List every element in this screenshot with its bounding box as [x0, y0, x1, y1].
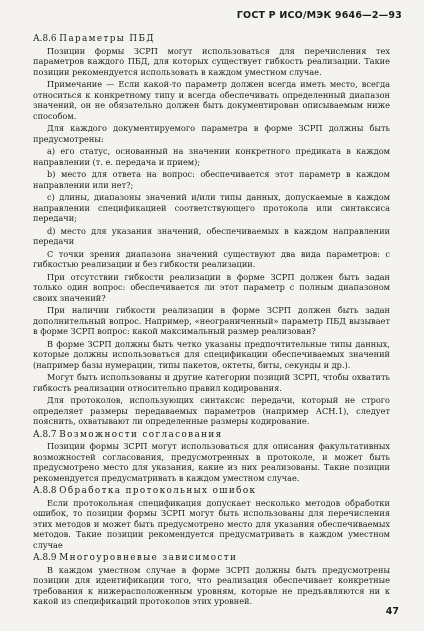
section-heading	[33, 486, 390, 497]
page-header: ГОСТ Р ИСО/МЭК 9646—2—93	[236, 10, 402, 21]
paragraph: Позиции формы ЗСРП могут использоваться для описания факультативных возможностей согласования, предусмотренных в протоколе, и может быть предусмотрено место для указания, какие из них реализованы. Такие позиции рекомендуется предусматривать в каждом уместном случае.	[33, 441, 390, 483]
paragraph: Для протоколов, использующих синтаксис передачи, который не строго определяет размеры передаваемых параметров (например АСН.1), следует пояснить, охватывают ли определенные размеры кодирование.	[33, 395, 390, 426]
paragraph: При наличии гибкости реализации в форме ЗСРП должен быть задан дополнительный вопрос. Например, «неограниченный» параметр ПБД вызывает в форме ЗСРП вопрос: какой максимальный размер реализован?	[33, 305, 390, 336]
paragraph: Позиции формы ЗСРП могут использоваться для перечисления тех параметров каждого ПБД, для которых существует гибкость реализации. Такие позиции рекомендуется использовать в каждом уместном случае.	[33, 45, 390, 77]
paragraph: С точки зрения диапазона значений существуют два вида параметров: с гибкостью реализации и без гибкости реализации.	[33, 248, 390, 269]
section-number: А.8.9	[33, 553, 57, 563]
note-paragraph: Примечание — Если какой-то параметр должен всегда иметь место, всегда относиться к конкретному типу и всегда обеспечивать определенный диапазон значений, он не обязательно должен быть документирован описываемым ниже способом.	[33, 79, 390, 121]
section-heading	[33, 34, 390, 45]
section-title: Многоуровневые зависимости	[59, 553, 238, 563]
list-item: d) место для указания значений, обеспечиваемых в каждом направлении передачи	[33, 225, 390, 246]
section-heading	[33, 553, 390, 564]
section-number: А.8.8	[33, 486, 57, 496]
section-heading	[33, 430, 390, 441]
list-item: b) место для ответа на вопрос: обеспечивается этот параметр в каждом направлении или нет?;	[33, 169, 390, 190]
section-number: А.8.6	[33, 34, 57, 44]
list-item: а) его статус, основанный на значении конкретного предиката в каждом направлении (т. е. передача и прием);	[33, 146, 390, 167]
paragraph: Могут быть использованы и другие категории позиций ЗСРП, чтобы охватить гибкость реализации относительно правил кодирования.	[33, 372, 390, 393]
paragraph: В каждом уместном случае в форме ЗСРП должны быть предусмотрены позиции для идентификации того, что реализация обеспечивает конкретные требования к нижерасположенным уровням, которые не предъявляются ни к какой из спецификаций протоколов этих уровней.	[33, 564, 390, 606]
paragraph: Для каждого документируемого параметра в форме ЗСРП должны быть предусмотрены:	[33, 123, 390, 144]
section-title: Возможности согласования	[59, 429, 223, 440]
section-number: А.8.7	[33, 429, 57, 440]
section-title: Параметры ПБД	[59, 34, 155, 44]
paragraph: При отсутствии гибкости реализации в форме ЗСРП должен быть задан только один вопрос: обеспечивается ли этот параметр с полным диапазоном своих значений?	[33, 271, 390, 303]
paragraph: В форме ЗСРП должны быть четко указаны предпочтительные типы данных, которые должны использоваться для спецификации обеспечиваемых значений (например базы нумерации, типы пакетов, октеты, биты, секунды и др.).	[33, 338, 390, 370]
page-number: 47	[385, 606, 399, 617]
list-item: с) длины, диапазоны значений и/или типы данных, допускаемые в каждом направлении спецификацией соответствующего протокола или синтаксиса передачи;	[33, 192, 390, 223]
section-title: Обработка протокольных ошибок	[59, 486, 257, 496]
paragraph: Если протокольная спецификация допускает несколько методов обработки ошибок, то позиции формы ЗСРП могут быть использованы для перечисления этих методов и может быть предусмотрено место для указания обеспечиваемых методов. Такие позиции рекомендуется предусматривать в каждом уместном случае	[33, 497, 390, 550]
page-content	[33, 31, 390, 609]
